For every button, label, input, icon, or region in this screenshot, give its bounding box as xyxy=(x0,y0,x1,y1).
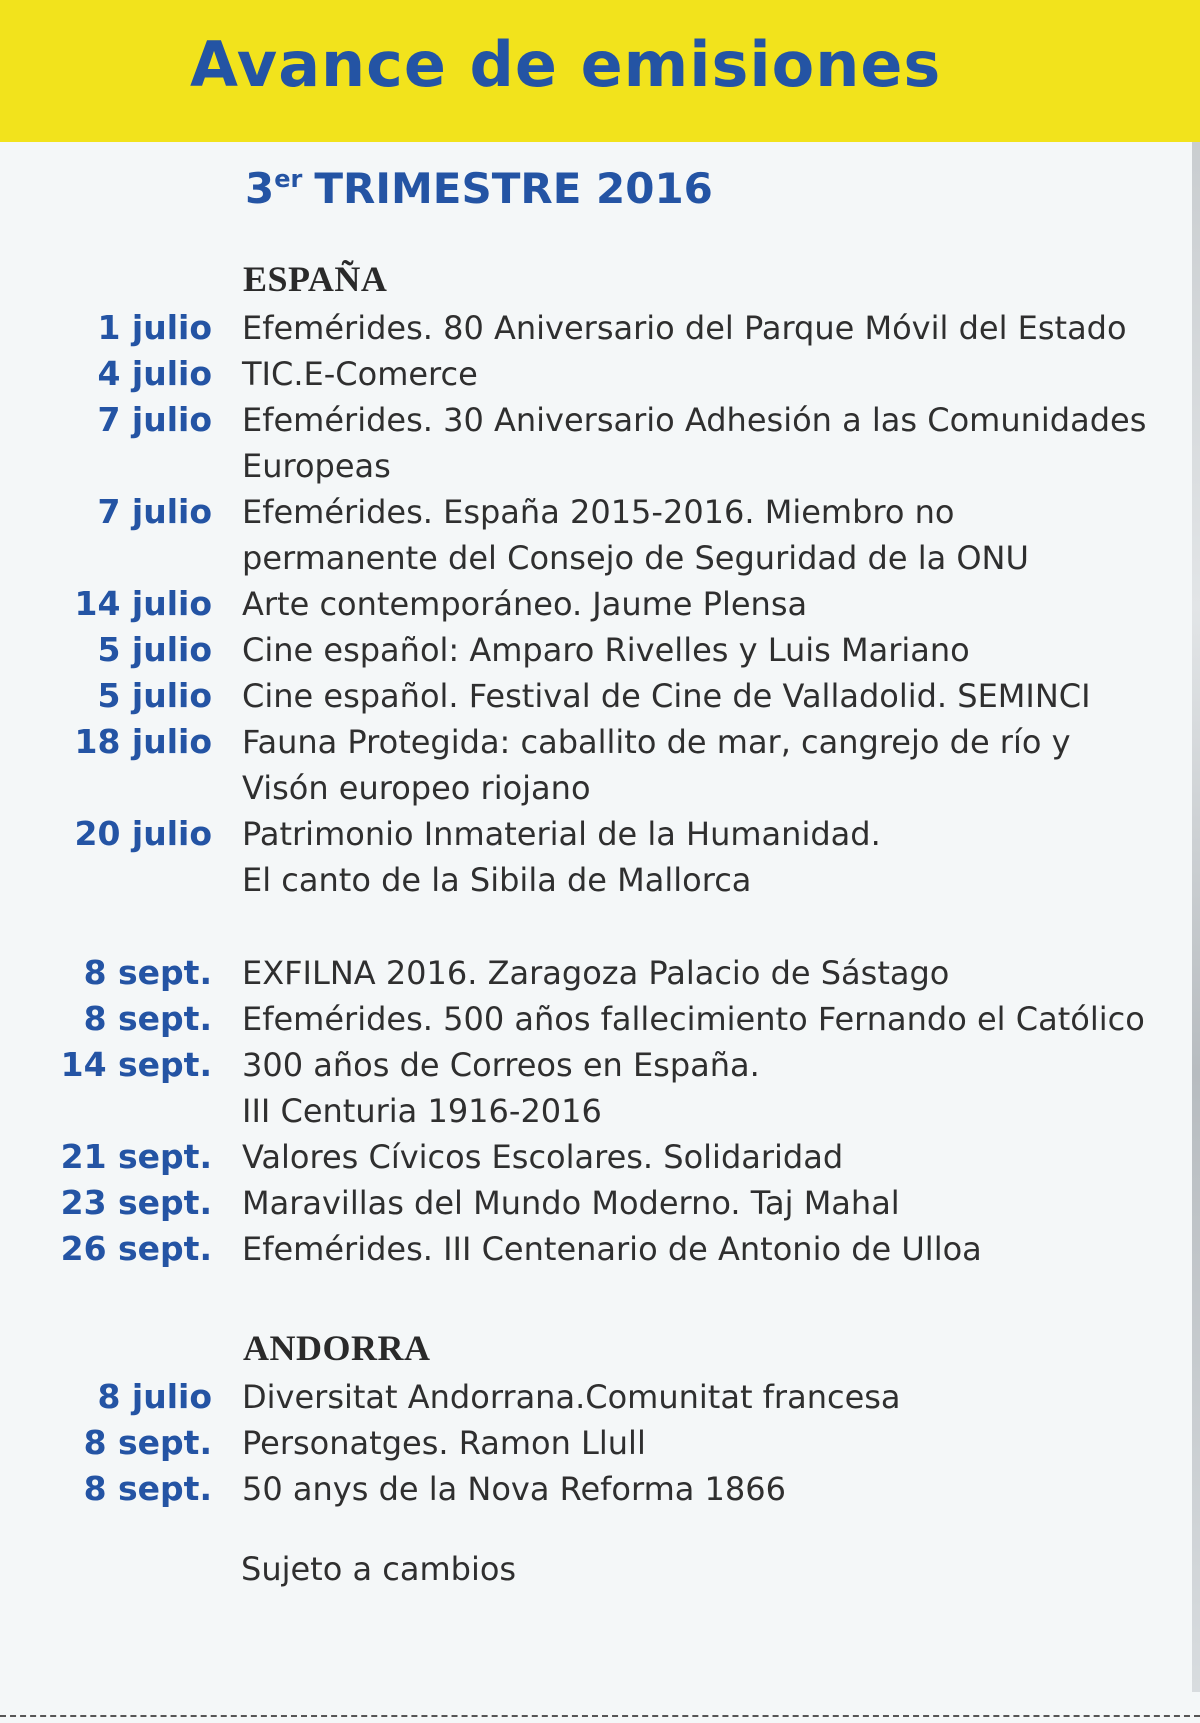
issue-description xyxy=(242,1180,1142,1226)
andorra-list xyxy=(0,1374,1200,1512)
issue-description-line: Fauna Protegida: caballito de mar, cangrejo de río y xyxy=(242,723,1071,761)
issue-date: 14 sept. xyxy=(60,1045,212,1084)
schedule-row xyxy=(0,1180,1200,1226)
issue-date: 23 sept. xyxy=(60,1183,212,1222)
espana-septiembre-list xyxy=(0,950,1200,1272)
dashed-cut-line xyxy=(0,1715,1200,1717)
issue-description-line: Valores Cívicos Escolares. Solidaridad xyxy=(242,1138,844,1176)
issue-description xyxy=(242,581,1142,627)
schedule-row xyxy=(0,581,1200,627)
issue-description xyxy=(242,489,1142,581)
quarter-label: TRIMESTRE 2016 xyxy=(314,164,713,213)
issue-date: 7 julio xyxy=(97,400,212,439)
schedule-row xyxy=(0,1042,1200,1134)
issue-date: 20 julio xyxy=(74,814,212,853)
issue-description-line: Maravillas del Mundo Moderno. Taj Mahal xyxy=(242,1184,900,1222)
issue-date: 7 julio xyxy=(97,492,212,531)
schedule-row xyxy=(0,351,1200,397)
page-edge xyxy=(1192,142,1200,1692)
issue-description xyxy=(242,351,1142,397)
issue-description-line: 300 años de Correos en España. xyxy=(242,1046,760,1084)
quarter-subtitle xyxy=(245,164,713,213)
header-banner xyxy=(0,0,1200,142)
schedule-row xyxy=(0,1466,1200,1512)
issue-description-line: Arte contemporáneo. Jaume Plensa xyxy=(242,585,808,623)
issue-description xyxy=(242,719,1142,811)
schedule-row xyxy=(0,489,1200,581)
issue-description xyxy=(242,397,1147,489)
schedule-row xyxy=(0,1374,1200,1420)
issue-date: 21 sept. xyxy=(60,1137,212,1176)
issue-date: 8 sept. xyxy=(83,1423,212,1462)
schedule-row xyxy=(0,627,1200,673)
issue-description xyxy=(242,1042,1142,1134)
quarter-ordinal-suffix: er xyxy=(274,165,303,193)
issue-date: 14 julio xyxy=(74,584,212,623)
issue-description-line: III Centuria 1916-2016 xyxy=(242,1092,602,1130)
issue-date: 4 julio xyxy=(97,354,212,393)
schedule-row xyxy=(0,1134,1200,1180)
schedule-row xyxy=(0,397,1200,489)
issue-date: 26 sept. xyxy=(60,1229,212,1268)
issue-description xyxy=(242,811,1142,903)
schedule-row xyxy=(0,719,1200,811)
issue-description xyxy=(242,1374,1142,1420)
issue-date: 5 julio xyxy=(97,676,212,715)
issue-date: 8 sept. xyxy=(83,953,212,992)
issue-date: 8 julio xyxy=(97,1377,212,1416)
issue-description-line: El canto de la Sibila de Mallorca xyxy=(242,861,752,899)
issue-description-line: 50 anys de la Nova Reforma 1866 xyxy=(242,1470,786,1508)
issue-description xyxy=(242,627,1142,673)
issue-description xyxy=(242,1420,1142,1466)
section-heading-andorra: ANDORRA xyxy=(243,1328,431,1368)
issue-description-line: EXFILNA 2016. Zaragoza Palacio de Sástago xyxy=(242,954,950,992)
schedule-row xyxy=(0,1226,1200,1272)
schedule-row xyxy=(0,950,1200,996)
quarter-ordinal: 3 xyxy=(245,164,275,213)
schedule-row xyxy=(0,811,1200,903)
issue-description-line: Efemérides. España 2015-2016. Miembro no xyxy=(242,493,955,531)
schedule-row xyxy=(0,996,1200,1042)
issue-description-line: Patrimonio Inmaterial de la Humanidad. xyxy=(242,815,881,853)
issue-description-line: Visón europeo riojano xyxy=(242,769,591,807)
issue-description-line: permanente del Consejo de Seguridad de la ONU xyxy=(242,539,1029,577)
issue-description-line: Cine español. Festival de Cine de Valladolid. SEMINCI xyxy=(242,677,1091,715)
issue-date: 1 julio xyxy=(97,308,212,347)
issue-description-line: Efemérides. 30 Aniversario Adhesión a las Comunidades xyxy=(242,401,1147,439)
issue-description xyxy=(242,950,1142,996)
issue-description xyxy=(242,996,1145,1042)
subject-to-change-note: Sujeto a cambios xyxy=(241,1550,517,1588)
issue-description-line: Efemérides. 80 Aniversario del Parque Móvil del Estado xyxy=(242,309,1127,347)
issue-description xyxy=(242,305,1142,351)
schedule-row xyxy=(0,1420,1200,1466)
section-heading-espana: ESPAÑA xyxy=(243,259,388,299)
issue-description-line: Diversitat Andorrana.Comunitat francesa xyxy=(242,1378,901,1416)
issue-description xyxy=(242,1134,1142,1180)
issue-description-line: Efemérides. 500 años fallecimiento Fernando el Católico xyxy=(242,1000,1145,1038)
espana-julio-list xyxy=(0,305,1200,903)
issue-date: 5 julio xyxy=(97,630,212,669)
issue-date: 18 julio xyxy=(74,722,212,761)
issue-date: 8 sept. xyxy=(83,1469,212,1508)
schedule-row xyxy=(0,673,1200,719)
issue-description-line: Efemérides. III Centenario de Antonio de Ulloa xyxy=(242,1230,982,1268)
page-title: Avance de emisiones xyxy=(190,28,942,101)
issue-description-line: Cine español: Amparo Rivelles y Luis Mariano xyxy=(242,631,970,669)
issue-description xyxy=(242,1466,1142,1512)
issue-description-line: TIC.E-Comerce xyxy=(242,355,478,393)
issue-description-line: Europeas xyxy=(242,447,391,485)
schedule-row xyxy=(0,305,1200,351)
issue-description-line: Personatges. Ramon Llull xyxy=(242,1424,646,1462)
issue-description xyxy=(242,673,1142,719)
issue-date: 8 sept. xyxy=(83,999,212,1038)
issue-description xyxy=(242,1226,1142,1272)
